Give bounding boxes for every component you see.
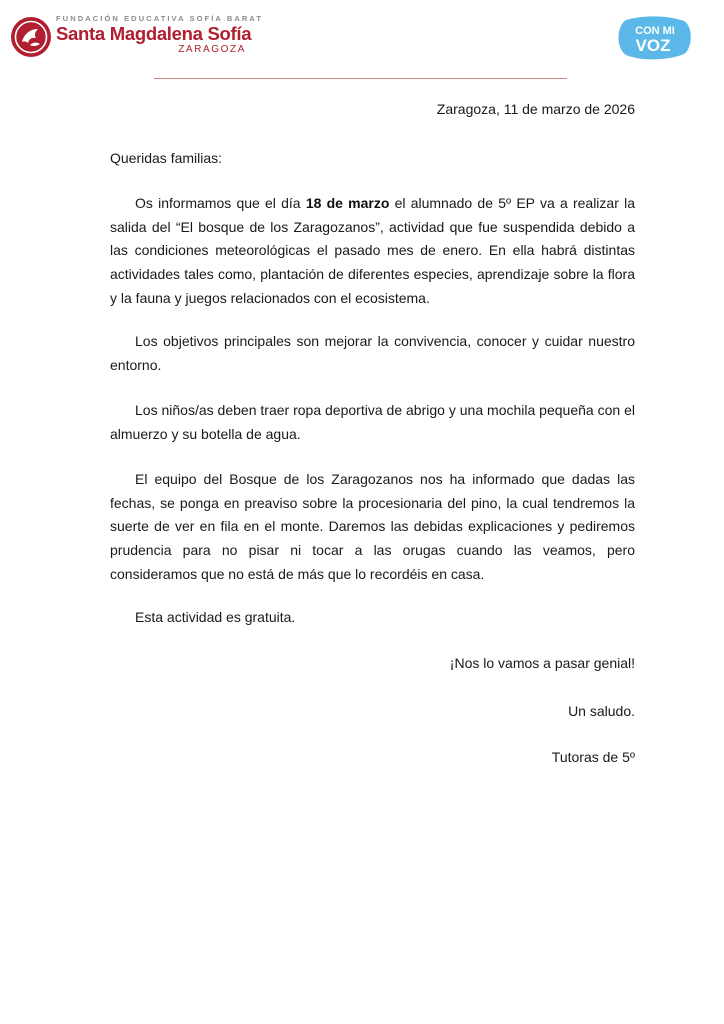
paragraph-5: Esta actividad es gratuita. (135, 609, 296, 625)
regards-line: Un saludo. (568, 703, 635, 719)
school-name: Santa Magdalena Sofía (56, 23, 252, 44)
paragraph-1-start: Os informamos que el día (135, 195, 306, 211)
letter-greeting: Queridas familias: (110, 150, 223, 166)
event-date: 18 de marzo (305, 195, 390, 211)
foundation-name: FUNDACIÓN EDUCATIVA SOFÍA BARAT (56, 14, 264, 23)
paragraph-3: Los niños/as deben traer ropa deportiva de abrigo y una mochila pequeña con el almuerzo y su botella de agua. (110, 402, 635, 442)
school-logo (10, 14, 264, 60)
paragraph-1-rest: el alumnado de 5º EP va a realizar la salida del “El bosque de los Zaragozanos”, actividad que fue suspendida debido a las condiciones meteorológicas el pasado mes de enero. En ella habrá distintas actividades tales como, plantación de diferentes especies, aprendizaje sobre la flora y la fauna y juegos relacionados con el ecosistema. (110, 195, 635, 306)
signature: Tutoras de 5º (551, 749, 635, 765)
paragraph-2: Los objetivos principales son mejorar la convivencia, conocer y cuidar nuestro entorno. (110, 333, 635, 373)
paragraph-1 (110, 192, 635, 311)
letter-date: Zaragoza, 11 de marzo de 2026 (436, 101, 635, 117)
header-divider (154, 78, 567, 79)
badge-line-1: CON MI (635, 25, 675, 37)
badge-line-2: VOZ (635, 36, 671, 55)
letterhead (0, 0, 724, 80)
con-mi-voz-badge (616, 16, 692, 60)
school-city: ZARAGOZA (178, 44, 246, 55)
paragraph-4: El equipo del Bosque de los Zaragozanos nos ha informado que dadas las fechas, se ponga en preaviso sobre la procesionaria del pino, la cual tendremos la suerte de ver en fila en el monte. Daremos las debidas explicaciones y pediremos prudencia para no pisar ni tocar a las orugas cuando las veamos, pero consideramos que no está de más que lo recordéis en casa. (110, 471, 635, 582)
closing-line: ¡Nos lo vamos a pasar genial! (449, 655, 635, 671)
school-emblem-icon (10, 16, 52, 58)
school-name-block (56, 14, 264, 56)
